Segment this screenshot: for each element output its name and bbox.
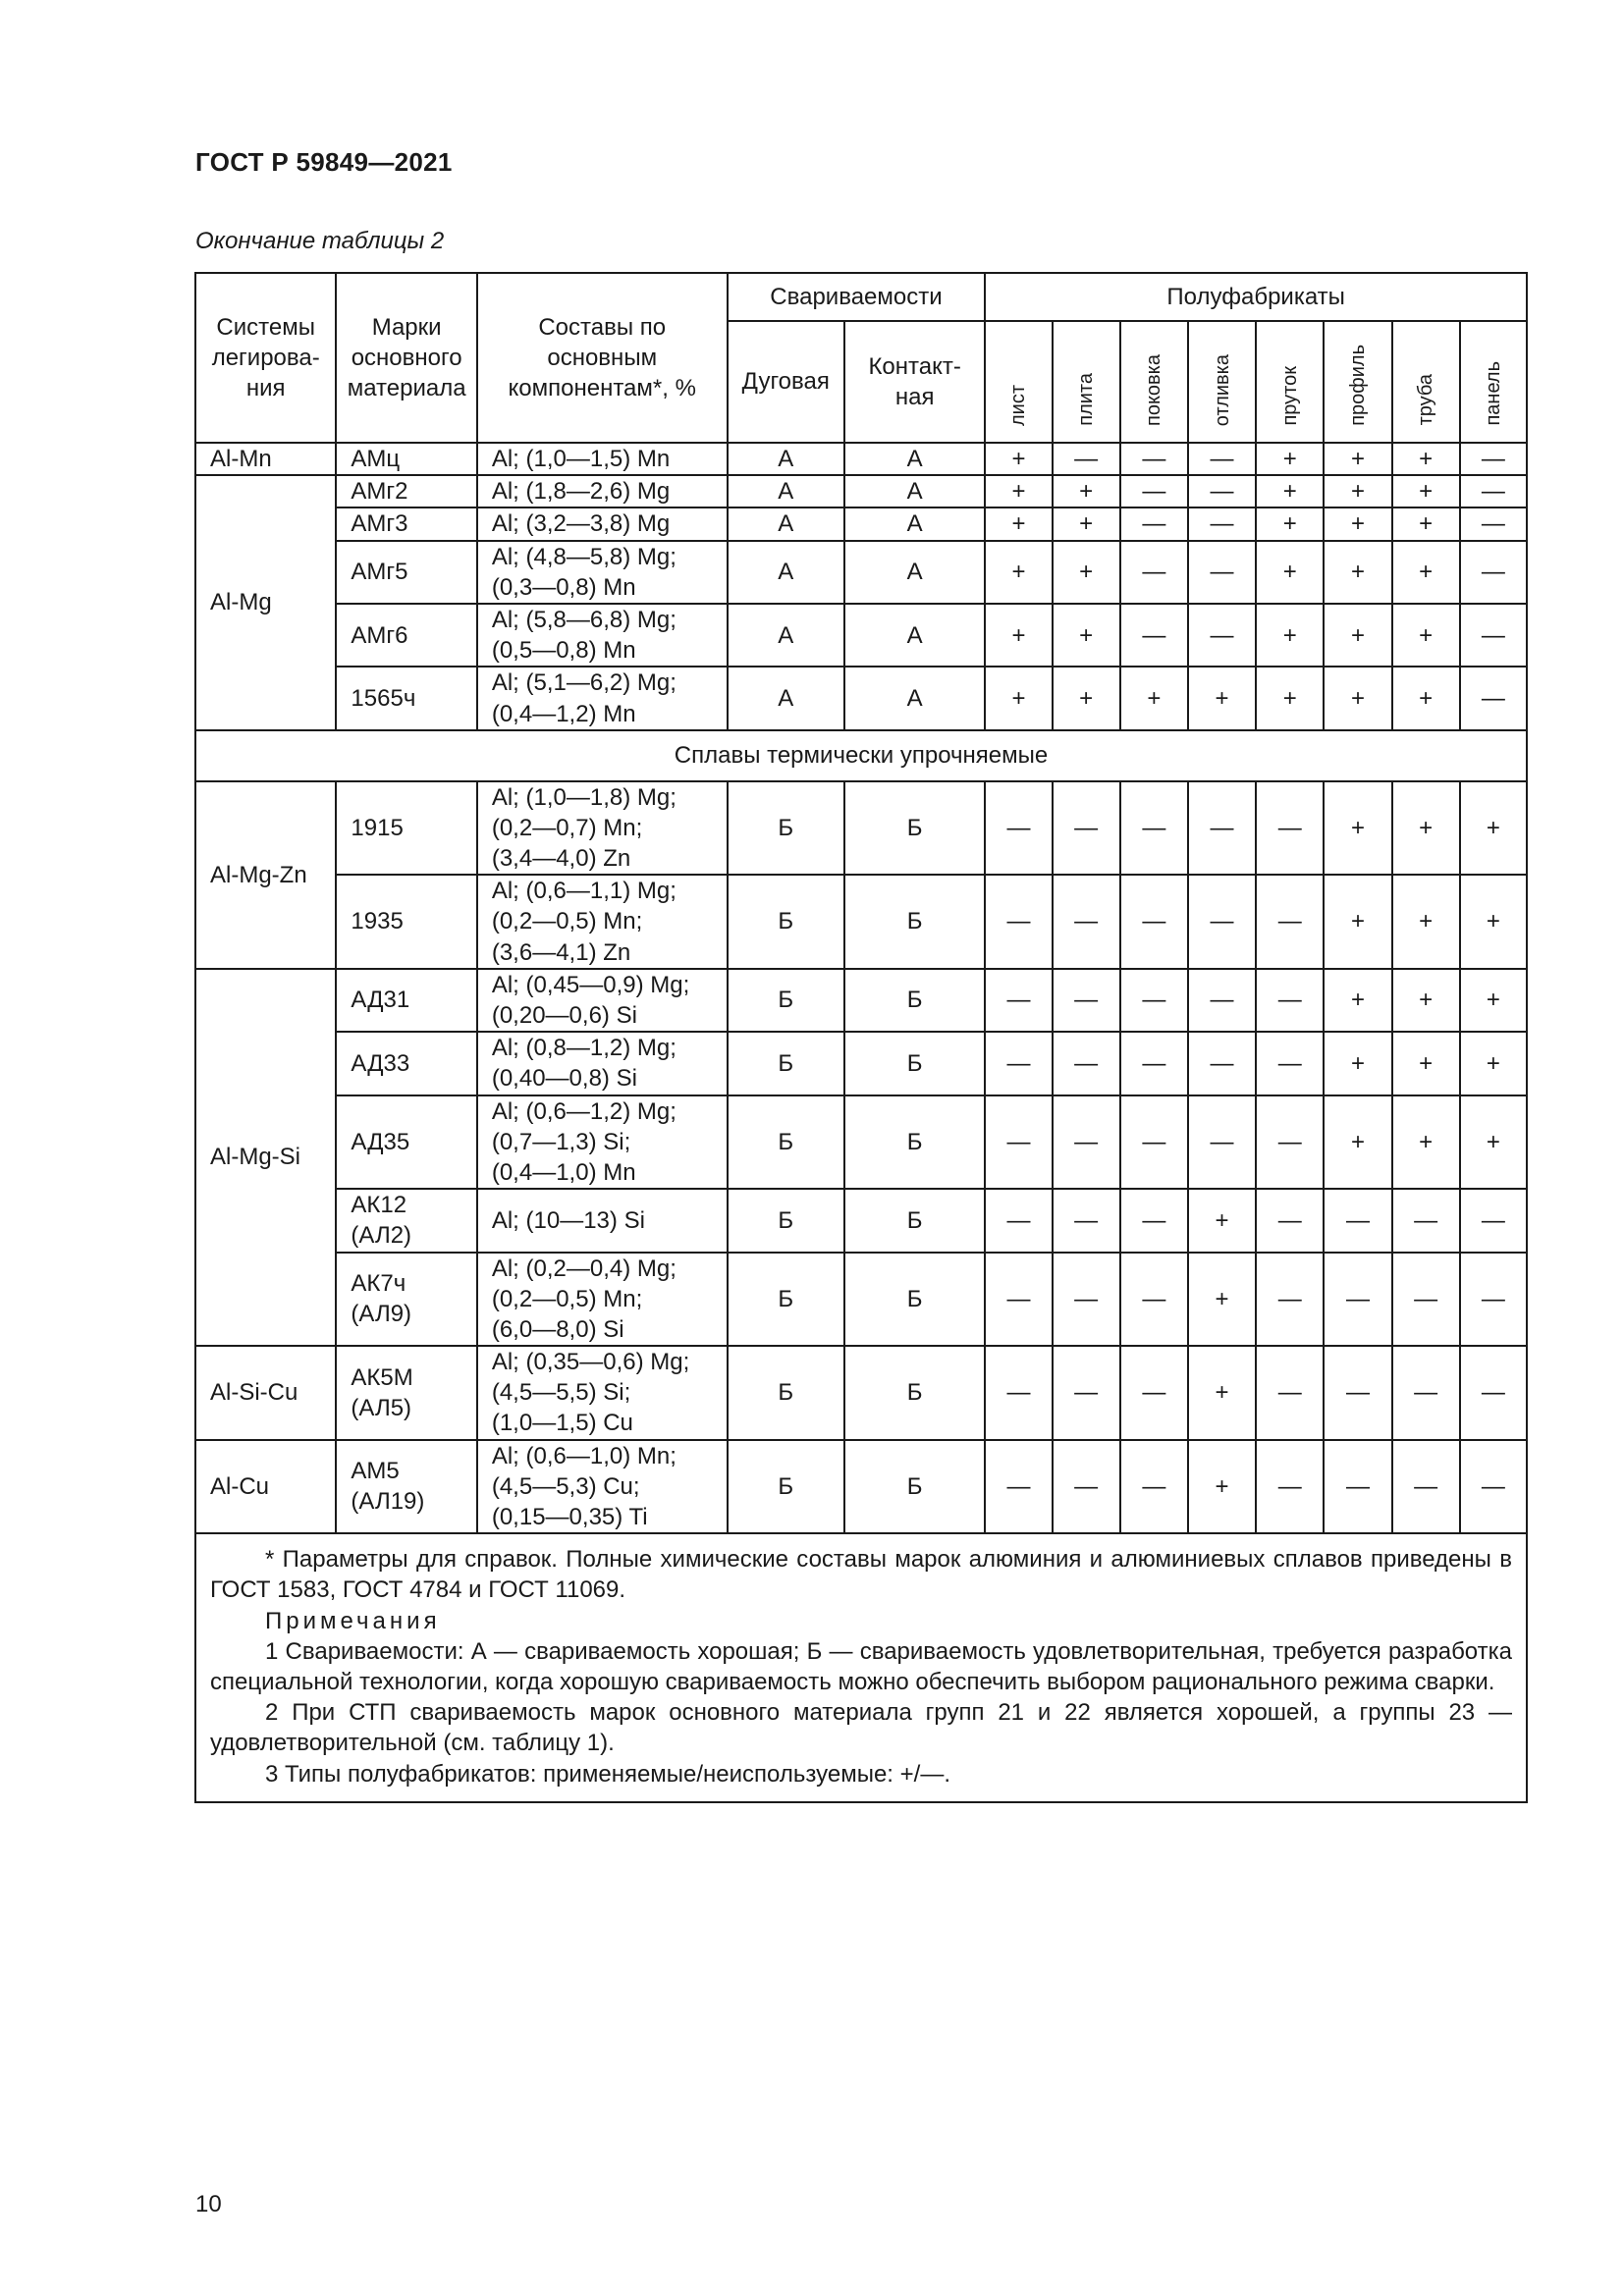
composition-cell: Al; (3,2—3,8) Mg [477,507,728,540]
semi-availability-cell: — [1188,443,1256,475]
contact-weldability-cell: Б [844,1189,985,1252]
page-number: 10 [195,2191,222,2217]
header-contact: Контакт-ная [844,321,985,443]
semi-availability-cell: + [1053,475,1120,507]
semi-availability-cell: — [1120,1253,1188,1347]
semi-availability-cell: — [1120,443,1188,475]
semi-availability-cell: — [1256,875,1324,969]
contact-weldability-cell: А [844,507,985,540]
footnote: * Параметры для справок. Полные химические составы марок алюминия и алюминиевых сплавов приведены в ГОСТ 1583, ГОСТ 4784 и ГОСТ 11069. [210,1546,1512,1604]
semi-availability-cell: — [1324,1440,1391,1534]
semi-availability-cell: — [1460,443,1527,475]
semi-availability-cell: — [985,781,1052,876]
semi-availability-cell: + [985,475,1052,507]
composition-cell: Al; (1,8—2,6) Mg [477,475,728,507]
semi-availability-cell: + [1324,1095,1391,1190]
semi-availability-cell: — [1188,507,1256,540]
table-row [195,507,1527,540]
semi-availability-cell: — [1392,1440,1460,1534]
semi-availability-cell: + [1392,1032,1460,1095]
semi-availability-cell: — [1460,1253,1527,1347]
system-cell: Al-Cu [195,1440,336,1534]
semi-availability-cell: — [1120,475,1188,507]
semi-availability-cell: — [1188,1095,1256,1190]
semi-availability-cell: + [1053,507,1120,540]
semi-availability-cell: + [1256,667,1324,729]
semi-availability-cell: + [1460,875,1527,969]
grade-cell: АМг3 [336,507,476,540]
system-cell: Al-Mg [195,475,336,730]
semi-availability-cell: + [1392,443,1460,475]
semi-availability-cell: + [1324,875,1391,969]
contact-weldability-cell: Б [844,1032,985,1095]
contact-weldability-cell: Б [844,1440,985,1534]
semi-availability-cell: + [985,667,1052,729]
table-row [195,1346,1527,1440]
section-title: Сплавы термически упрочняемые [195,730,1527,781]
semi-availability-cell: — [1120,1440,1188,1534]
semi-availability-cell: — [1188,875,1256,969]
semi-availability-cell: + [1053,541,1120,604]
composition-cell: Al; (5,1—6,2) Mg; (0,4—1,2) Mn [477,667,728,729]
header-semi-type: пруток [1256,321,1324,443]
semi-availability-cell: — [1188,604,1256,667]
grade-cell: АД31 [336,969,476,1032]
notes-row [195,1533,1527,1802]
semi-availability-cell: — [1053,1095,1120,1190]
table-row [195,667,1527,729]
table-row [195,604,1527,667]
table-row [195,875,1527,969]
grade-cell: АМг6 [336,604,476,667]
semi-availability-cell: — [1392,1346,1460,1440]
contact-weldability-cell: Б [844,875,985,969]
semi-availability-cell: — [1120,1189,1188,1252]
grade-cell: АД33 [336,1032,476,1095]
table-row [195,1032,1527,1095]
header-semis: Полуфабрикаты [985,273,1527,321]
header-grade: Марки основного материала [336,273,476,443]
semi-availability-cell: — [985,1346,1052,1440]
composition-cell: Al; (4,8—5,8) Mg; (0,3—0,8) Mn [477,541,728,604]
semi-availability-cell: — [1460,541,1527,604]
semi-availability-cell: + [1460,781,1527,876]
header-semi-type: панель [1460,321,1527,443]
semi-availability-cell: + [1256,507,1324,540]
table-row [195,1189,1527,1252]
arc-weldability-cell: Б [728,1346,844,1440]
semi-availability-cell: + [1460,969,1527,1032]
semi-availability-cell: + [1053,667,1120,729]
contact-weldability-cell: А [844,443,985,475]
grade-cell: АК12 (АЛ2) [336,1189,476,1252]
contact-weldability-cell: А [844,667,985,729]
semi-availability-cell: + [1392,781,1460,876]
semi-availability-cell: — [1392,1189,1460,1252]
system-cell: Al-Si-Cu [195,1346,336,1440]
semi-availability-cell: + [985,507,1052,540]
arc-weldability-cell: Б [728,1189,844,1252]
notes-title: Примечания [265,1607,441,1634]
grade-cell: АМ5 (АЛ19) [336,1440,476,1534]
semi-availability-cell: + [1324,475,1391,507]
semi-availability-cell: — [1460,1440,1527,1534]
arc-weldability-cell: Б [728,1095,844,1190]
grade-cell: АМг5 [336,541,476,604]
semi-availability-cell: + [1460,1095,1527,1190]
grade-cell: АК5М (АЛ5) [336,1346,476,1440]
semi-availability-cell: + [1324,781,1391,876]
semi-availability-cell: + [1188,1253,1256,1347]
table-row [195,1095,1527,1190]
semi-availability-cell: + [1392,604,1460,667]
semi-availability-cell: + [1392,475,1460,507]
semi-availability-cell: — [1053,1346,1120,1440]
semi-availability-cell: + [985,541,1052,604]
semi-availability-cell: — [985,1253,1052,1347]
semi-availability-cell: + [1324,604,1391,667]
table-row [195,443,1527,475]
arc-weldability-cell: А [728,443,844,475]
arc-weldability-cell: Б [728,969,844,1032]
semi-availability-cell: — [1256,1253,1324,1347]
semi-availability-cell: — [1120,507,1188,540]
grade-cell: 1915 [336,781,476,876]
semi-availability-cell: — [1120,604,1188,667]
grade-cell: АД35 [336,1095,476,1190]
semi-availability-cell: + [1324,667,1391,729]
table-row [195,969,1527,1032]
semi-availability-cell: — [1053,1440,1120,1534]
system-cell: Al-Mg-Zn [195,781,336,969]
semi-availability-cell: — [1120,781,1188,876]
composition-cell: Al; (10—13) Si [477,1189,728,1252]
semi-availability-cell: — [1120,1032,1188,1095]
table-row [195,781,1527,876]
header-system: Системы легирова-ния [195,273,336,443]
composition-cell: Al; (5,8—6,8) Mg; (0,5—0,8) Mn [477,604,728,667]
composition-cell: Al; (0,2—0,4) Mg; (0,2—0,5) Mn; (6,0—8,0) Si [477,1253,728,1347]
semi-availability-cell: — [1120,541,1188,604]
semi-availability-cell: + [1324,443,1391,475]
composition-cell: Al; (0,6—1,0) Mn; (4,5—5,3) Cu; (0,15—0,35) Ti [477,1440,728,1534]
semi-availability-cell: + [1392,507,1460,540]
grade-cell: 1935 [336,875,476,969]
semi-availability-cell: — [1120,1346,1188,1440]
semi-availability-cell: — [1256,1189,1324,1252]
contact-weldability-cell: Б [844,1346,985,1440]
alloy-table [194,272,1528,1803]
header-semi-type: труба [1392,321,1460,443]
semi-availability-cell: + [1188,1346,1256,1440]
semi-availability-cell: — [1460,1346,1527,1440]
semi-availability-cell: — [1053,443,1120,475]
composition-cell: Al; (0,6—1,1) Mg; (0,2—0,5) Mn; (3,6—4,1) Zn [477,875,728,969]
grade-cell: АМг2 [336,475,476,507]
contact-weldability-cell: А [844,475,985,507]
semi-availability-cell: + [1460,1032,1527,1095]
semi-availability-cell: + [1392,541,1460,604]
semi-availability-cell: — [1188,541,1256,604]
grade-cell: АК7ч (АЛ9) [336,1253,476,1347]
semi-availability-cell: + [985,604,1052,667]
semi-availability-cell: + [1392,969,1460,1032]
note-item: 1 Свариваемости: А — свариваемость хорошая; Б — свариваемость удовлетворительная, требуется разработка специальной технологии, когда хорошую свариваемость можно обеспечить выбором рационального режима сварки. [210,1637,1512,1695]
semi-availability-cell: + [1188,1440,1256,1534]
semi-availability-cell: — [985,1032,1052,1095]
composition-cell: Al; (0,6—1,2) Mg; (0,7—1,3) Si; (0,4—1,0) Mn [477,1095,728,1190]
semi-availability-cell: — [1256,781,1324,876]
arc-weldability-cell: Б [728,875,844,969]
grade-cell: 1565ч [336,667,476,729]
arc-weldability-cell: Б [728,1440,844,1534]
arc-weldability-cell: А [728,667,844,729]
semi-availability-cell: — [1053,969,1120,1032]
semi-availability-cell: + [1188,667,1256,729]
semi-availability-cell: — [985,969,1052,1032]
semi-availability-cell: + [1324,969,1391,1032]
semi-availability-cell: + [1392,875,1460,969]
header-semi-type: лист [985,321,1052,443]
semi-availability-cell: — [1460,1189,1527,1252]
header-weldability: Свариваемости [728,273,986,321]
contact-weldability-cell: А [844,541,985,604]
table-row [195,1253,1527,1347]
semi-availability-cell: — [1053,1189,1120,1252]
semi-availability-cell: + [1256,443,1324,475]
semi-availability-cell: + [1256,475,1324,507]
semi-availability-cell: — [1120,969,1188,1032]
semi-availability-cell: — [1188,781,1256,876]
arc-weldability-cell: Б [728,1253,844,1347]
semi-availability-cell: + [1324,1032,1391,1095]
semi-availability-cell: — [1460,507,1527,540]
semi-availability-cell: — [1392,1253,1460,1347]
header-semi-type: поковка [1120,321,1188,443]
semi-availability-cell: + [1392,1095,1460,1190]
semi-availability-cell: + [1256,604,1324,667]
semi-availability-cell: — [1053,1253,1120,1347]
semi-availability-cell: — [1053,781,1120,876]
semi-availability-cell: + [1120,667,1188,729]
semi-availability-cell: — [1460,475,1527,507]
composition-cell: Al; (1,0—1,5) Mn [477,443,728,475]
semi-availability-cell: — [1256,1440,1324,1534]
semi-availability-cell: — [1256,969,1324,1032]
semi-availability-cell: + [1053,604,1120,667]
semi-availability-cell: — [1120,1095,1188,1190]
contact-weldability-cell: А [844,604,985,667]
semi-availability-cell: — [1053,875,1120,969]
notes-cell [195,1533,1527,1802]
composition-cell: Al; (0,35—0,6) Mg; (4,5—5,5) Si; (1,0—1,5) Cu [477,1346,728,1440]
table-row [195,475,1527,507]
header-composition: Составы по основным компонентам*, % [477,273,728,443]
section-row [195,730,1527,781]
grade-cell: АМц [336,443,476,475]
header-arc: Дуговая [728,321,844,443]
table-caption: Окончание таблицы 2 [195,228,445,254]
semi-availability-cell: — [985,1095,1052,1190]
system-cell: Al-Mn [195,443,336,475]
note-item: 3 Типы полуфабрикатов: применяемые/неиспользуемые: +/—. [265,1760,950,1788]
contact-weldability-cell: Б [844,1095,985,1190]
contact-weldability-cell: Б [844,969,985,1032]
semi-availability-cell: — [1460,604,1527,667]
semi-availability-cell: + [1324,541,1391,604]
composition-cell: Al; (0,45—0,9) Mg; (0,20—0,6) Si [477,969,728,1032]
system-cell: Al-Mg-Si [195,969,336,1346]
arc-weldability-cell: А [728,475,844,507]
semi-availability-cell: — [1460,667,1527,729]
semi-availability-cell: — [1324,1346,1391,1440]
table-row [195,541,1527,604]
semi-availability-cell: — [985,1189,1052,1252]
note-item: 2 При СТП свариваемость марок основного материала групп 21 и 22 является хорошей, а группы 23 — удовлетворительной (см. таблицу 1). [210,1699,1512,1757]
contact-weldability-cell: Б [844,781,985,876]
semi-availability-cell: — [1188,969,1256,1032]
semi-availability-cell: + [985,443,1052,475]
semi-availability-cell: — [1324,1253,1391,1347]
semi-availability-cell: — [1324,1189,1391,1252]
semi-availability-cell: + [1188,1189,1256,1252]
semi-availability-cell: + [1392,667,1460,729]
header-semi-type: плита [1053,321,1120,443]
table-row [195,1440,1527,1534]
semi-availability-cell: — [985,1440,1052,1534]
semi-availability-cell: — [1188,475,1256,507]
contact-weldability-cell: Б [844,1253,985,1347]
arc-weldability-cell: А [728,541,844,604]
composition-cell: Al; (1,0—1,8) Mg; (0,2—0,7) Mn; (3,4—4,0) Zn [477,781,728,876]
semi-availability-cell: — [1256,1346,1324,1440]
semi-availability-cell: — [985,875,1052,969]
semi-availability-cell: + [1324,507,1391,540]
arc-weldability-cell: А [728,604,844,667]
semi-availability-cell: — [1188,1032,1256,1095]
semi-availability-cell: — [1256,1095,1324,1190]
semi-availability-cell: — [1256,1032,1324,1095]
header-semi-type: профиль [1324,321,1391,443]
arc-weldability-cell: А [728,507,844,540]
arc-weldability-cell: Б [728,1032,844,1095]
arc-weldability-cell: Б [728,781,844,876]
document-header: ГОСТ Р 59849—2021 [195,147,453,177]
semi-availability-cell: — [1120,875,1188,969]
composition-cell: Al; (0,8—1,2) Mg; (0,40—0,8) Si [477,1032,728,1095]
semi-availability-cell: + [1256,541,1324,604]
header-semi-type: отливка [1188,321,1256,443]
semi-availability-cell: — [1053,1032,1120,1095]
